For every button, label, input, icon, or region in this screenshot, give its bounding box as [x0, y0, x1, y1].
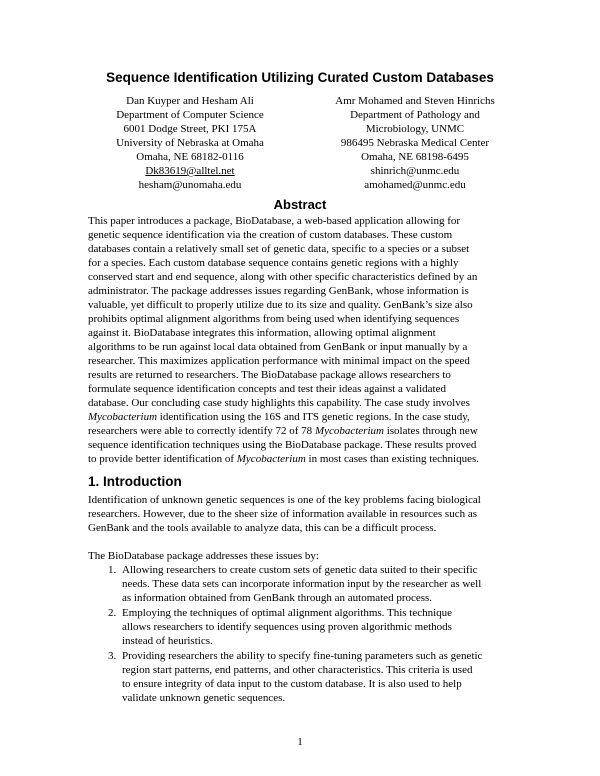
- list-item: [108, 606, 528, 648]
- abstract-line-text: identification using the 16S and ITS genetic regions. In the case study,: [157, 411, 470, 423]
- abstract-line-text: in most cases than existing techniques.: [305, 453, 480, 465]
- list-item: [108, 563, 528, 605]
- list-item-line: to ensure integrity of data input to the custom database. It is also used to help: [122, 678, 462, 690]
- abstract-line: database. Our concluding case study highlights this capability. The case study involves: [88, 397, 470, 409]
- species-name: Mycobacterium: [236, 453, 306, 465]
- author-city: Omaha, NE 68198-6495: [361, 151, 469, 163]
- species-name: Mycobacterium: [88, 411, 158, 423]
- author-email: hesham@unomaha.edu: [138, 179, 242, 191]
- abstract-body: [88, 214, 518, 466]
- abstract-line: [88, 424, 518, 438]
- paper-title: Sequence Identification Utilizing Curated Custom Databases: [106, 70, 494, 85]
- abstract-line: genetic sequence identification via the creation of custom databases. These custom: [88, 229, 453, 241]
- abstract-line: databases contain a relatively small set of genetic data, specific to a species or a subset: [88, 243, 470, 255]
- abstract-line: algorithms to be run against local data obtained from GenBank or input manually by a: [88, 341, 468, 353]
- author-email: amohamed@unmc.edu: [364, 179, 466, 191]
- abstract-line: for a species. Each custom database sequence contains genetic regions with a highly: [88, 257, 459, 269]
- list-item-line: Providing researchers the ability to specify fine-tuning parameters such as genetic: [122, 650, 483, 662]
- species-name: Mycobacterium: [314, 425, 384, 437]
- list-item-line: as information obtained from GenBank through an automated process.: [122, 592, 433, 604]
- abstract-heading: Abstract: [273, 197, 327, 212]
- page-number: 1: [297, 736, 303, 748]
- abstract-line: results are returned to researchers. The BioDatabase package allows researchers to: [88, 369, 451, 381]
- author-names: Amr Mohamed and Steven Hinrichs: [335, 95, 495, 107]
- list-lead-paragraph: [88, 549, 518, 563]
- author-names: Dan Kuyper and Hesham Ali: [126, 95, 254, 107]
- author-block-right: [305, 94, 525, 192]
- list-item-line: validate unknown genetic sequences.: [122, 692, 286, 704]
- abstract-line: [88, 452, 518, 466]
- list-item-line: Employing the techniques of optimal alignment algorithms. This technique: [122, 607, 453, 619]
- abstract-line: [88, 410, 518, 424]
- abstract-line: sequence identification techniques using the BioDatabase package. These results proved: [88, 439, 477, 451]
- author-university: University of Nebraska at Omaha: [116, 137, 264, 149]
- list-item-line: allows researchers to identify sequences using proven algorithmic methods: [122, 621, 452, 633]
- author-department: Department of Pathology and: [350, 109, 480, 121]
- abstract-line: formulate sequence identification concepts and test their ideas against a validated: [88, 383, 446, 395]
- abstract-line-text: researchers were able to correctly identify 72 of 78: [88, 425, 315, 437]
- author-street: 6001 Dodge Street, PKI 175A: [123, 123, 257, 135]
- list-number: 2.: [108, 607, 117, 619]
- author-street: 986495 Nebraska Medical Center: [340, 137, 490, 149]
- list-item-line: region start patterns, end patterns, and other characteristics. This criteria is used: [122, 664, 473, 676]
- list-item: [108, 649, 528, 705]
- abstract-line-text: to provide better identification of: [88, 453, 237, 465]
- paragraph-line: GenBank and the tools available to analyze data, this can be a difficult process.: [88, 522, 437, 534]
- author-city: Omaha, NE 68182-0116: [136, 151, 244, 163]
- numbered-list: [108, 563, 528, 706]
- abstract-line: conserved start and end sequence, along with other specific characteristics defined by an: [88, 271, 478, 283]
- author-email-link[interactable]: Dk83619@alltel.net: [145, 165, 235, 177]
- abstract-line: valuable, yet difficult to properly utilize due to its size and quality. GenBank’s size also: [88, 299, 473, 311]
- author-department: Department of Computer Science: [116, 109, 264, 121]
- paragraph-line: The BioDatabase package addresses these issues by:: [88, 550, 319, 562]
- list-number: 1.: [108, 564, 117, 576]
- list-item-line: Allowing researchers to create custom sets of genetic data suited to their specific: [122, 564, 478, 576]
- paragraph-line: researchers. However, due to the sheer size of information available in resources such as: [88, 508, 477, 520]
- author-department-cont: Microbiology, UNMC: [365, 123, 465, 135]
- list-item-line: needs. These data sets can incorporate information input by the researcher as well: [122, 578, 482, 590]
- author-email: shinrich@unmc.edu: [370, 165, 460, 177]
- abstract-line: prohibits optimal alignment algorithms from being used when identifying sequences: [88, 313, 460, 325]
- abstract-line-text: isolates through new: [383, 425, 478, 437]
- list-number: 3.: [108, 650, 117, 662]
- list-item-line: instead of heuristics.: [122, 635, 213, 647]
- abstract-line: This paper introduces a package, BioDatabase, a web-based application allowing for: [88, 215, 461, 227]
- section-heading-introduction: 1. Introduction: [88, 474, 182, 489]
- abstract-line: administrator. The package addresses issues regarding GenBank, whose information is: [88, 285, 469, 297]
- author-block-left: [80, 94, 300, 192]
- intro-paragraph: [88, 493, 518, 535]
- abstract-line: against it. BioDatabase integrates this information, allowing optimal alignment: [88, 327, 436, 339]
- abstract-line: researcher. This maximizes application performance with minimal impact on the speed: [88, 355, 470, 367]
- paragraph-line: Identification of unknown genetic sequences is one of the key problems facing biological: [88, 494, 481, 506]
